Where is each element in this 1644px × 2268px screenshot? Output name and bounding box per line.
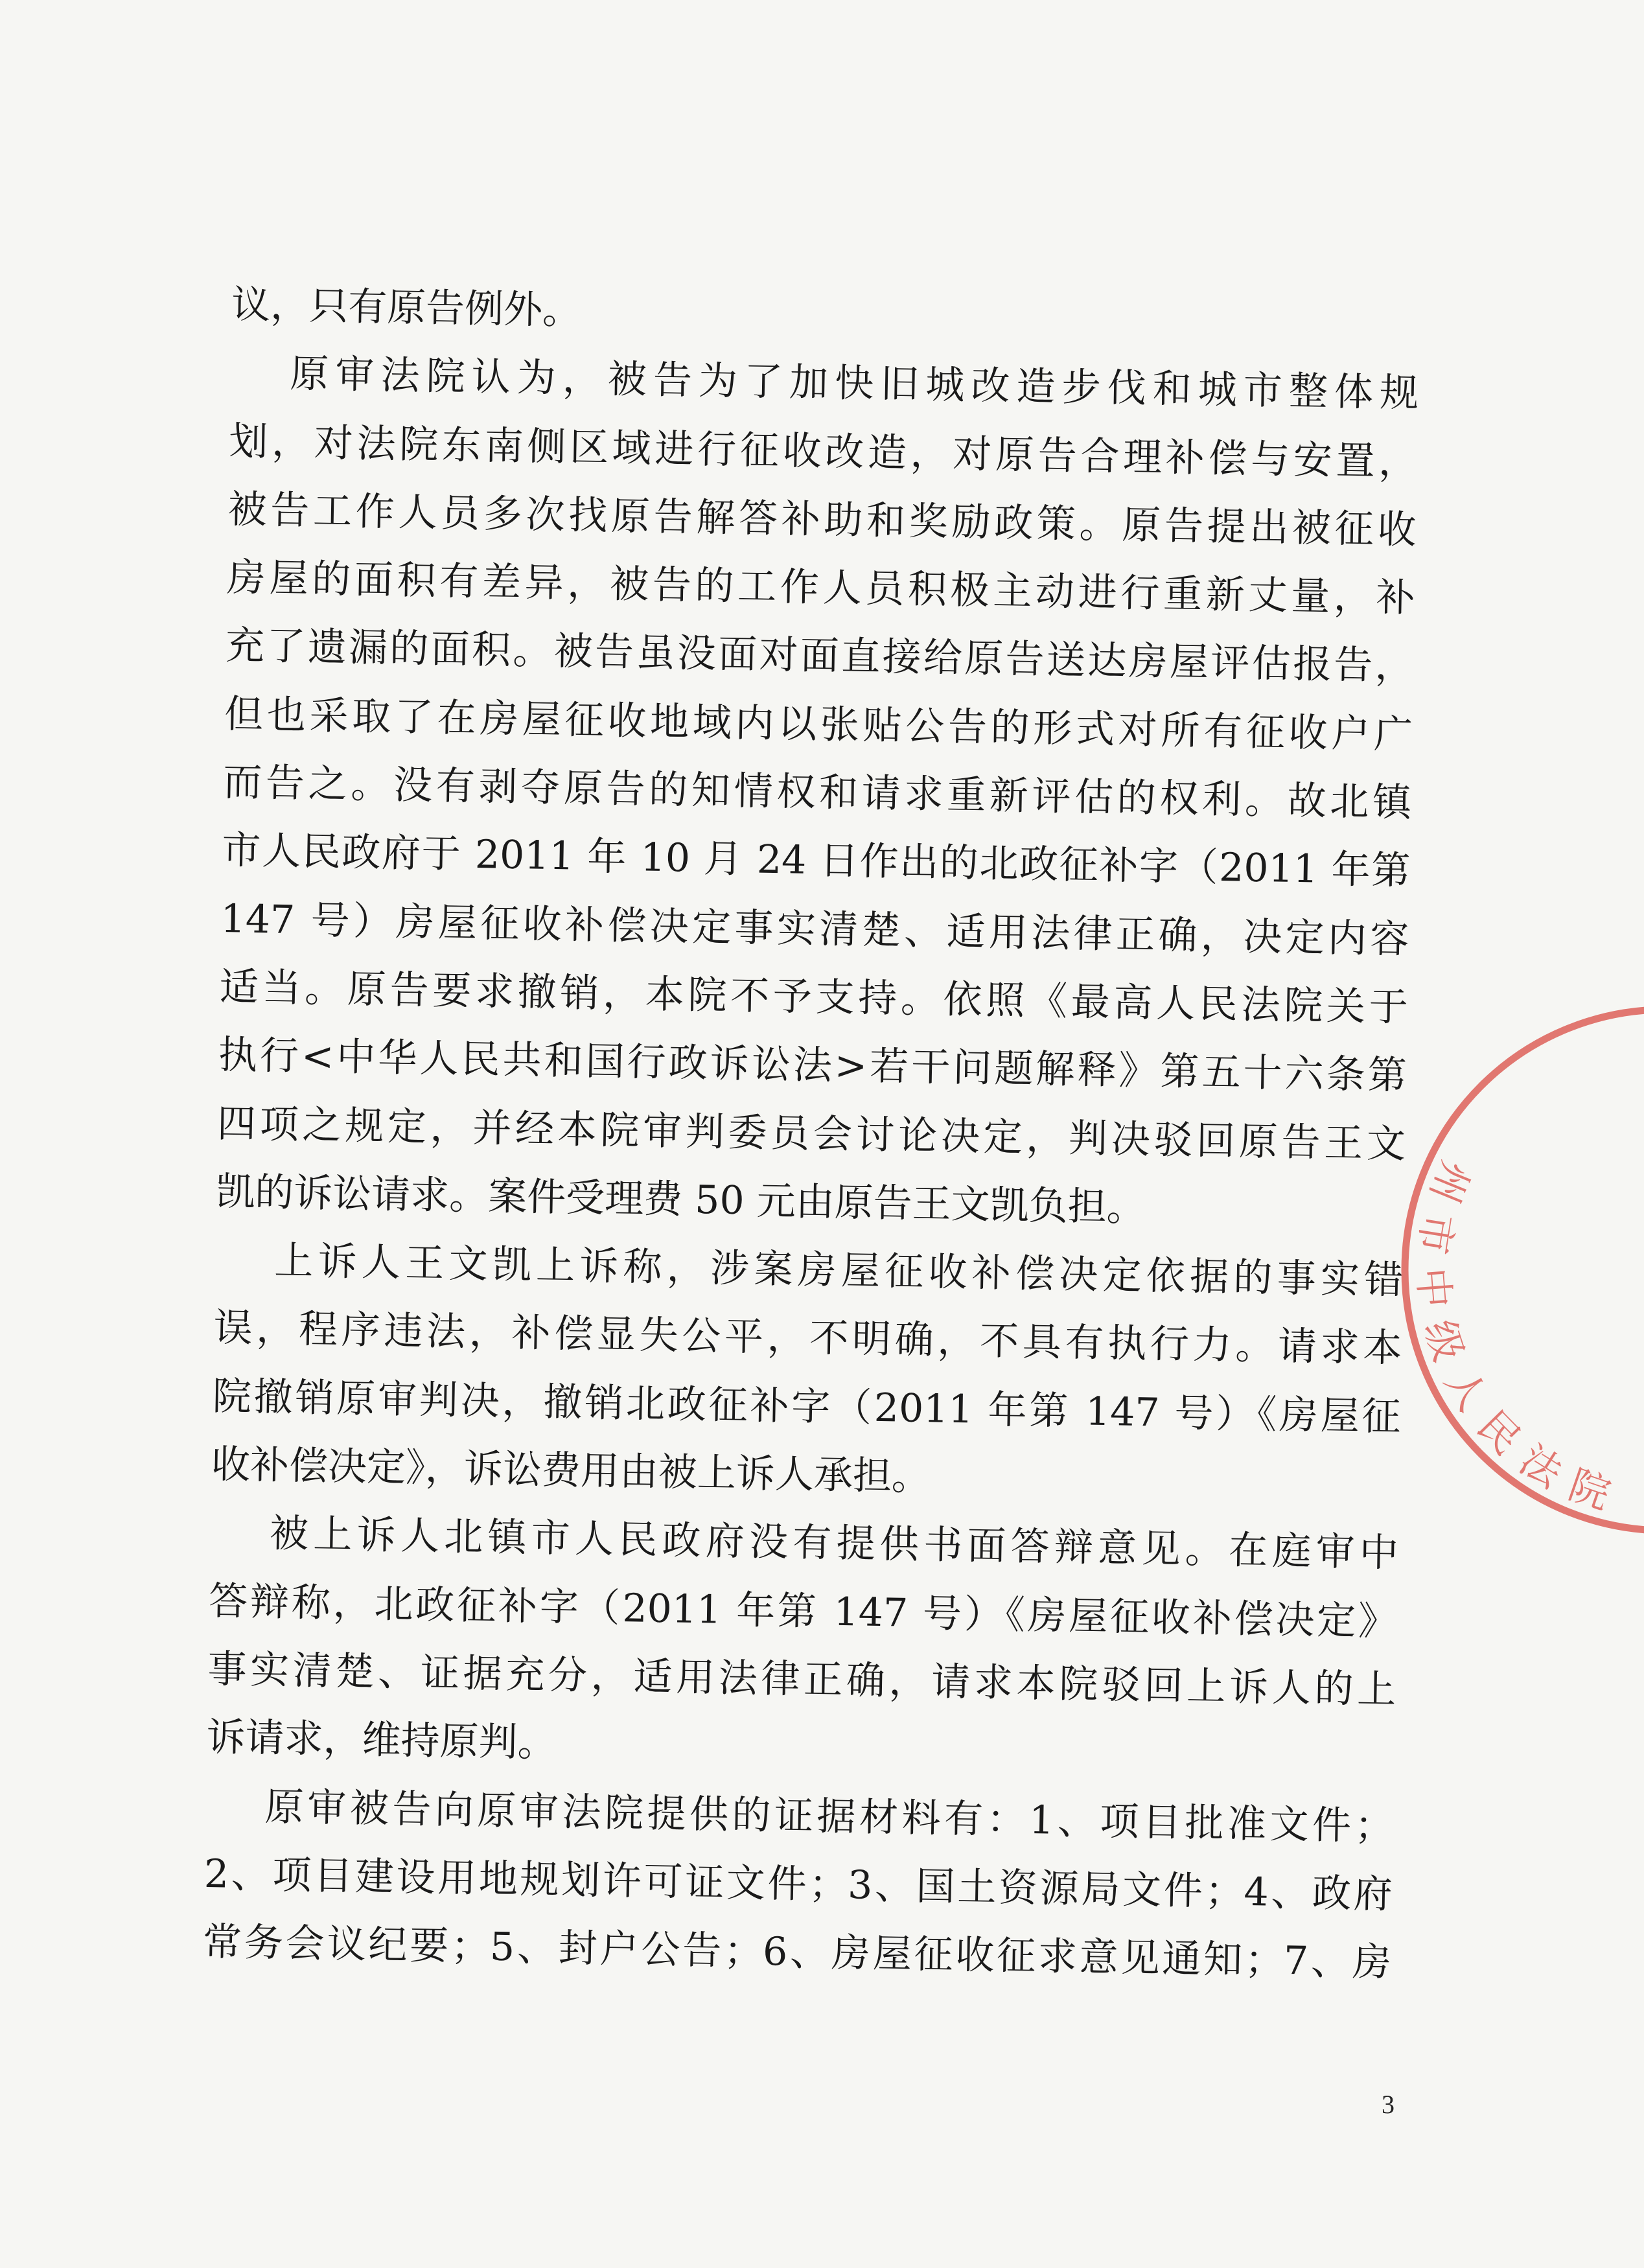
text-line: 但也采取了在房屋征收地域内以张贴公告的形式对所有征收户广 xyxy=(224,691,1413,758)
text-line: 被告工作人员多次找原告解答补助和奖励政策。原告提出被征收 xyxy=(227,487,1417,553)
text-line: 2、项目建设用地规划许可证文件；3、国土资源局文件；4、政府 xyxy=(203,1851,1393,1917)
text-line: 凯的诉讼请求。案件受理费 50 元由原告王文凯负担。 xyxy=(215,1168,1146,1231)
text-line: 市人民政府于 2011 年 10 月 24 日作出的北政征补字（2011 年第 xyxy=(221,827,1411,894)
text-line: 误，程序违法，补偿显失公平，不明确，不具有执行力。请求本 xyxy=(213,1305,1402,1372)
text-line: 适当。原告要求撤销，本院不予支持。依照《最高人民法院关于 xyxy=(219,964,1409,1030)
body-text xyxy=(202,271,1420,1997)
seal-ring xyxy=(1405,1010,1644,1531)
text-line: 被上诉人北镇市人民政府没有提供书面答辩意见。在庭审中 xyxy=(269,1510,1399,1577)
text-line: 147 号）房屋征收补偿决定事实清楚、适用法律正确，决定内容 xyxy=(220,896,1409,962)
text-line: 常务会议纪要；5、封户公告；6、房屋征收征求意见通知；7、房 xyxy=(202,1919,1392,1985)
paragraph-first-instance-ruling xyxy=(215,339,1419,1247)
text-line: 房屋的面积有差异，被告的工作人员积极主动进行重新丈量，补 xyxy=(226,555,1416,621)
text-line: 原审法院认为，被告为了加快旧城改造步伐和城市整体规 xyxy=(289,351,1419,417)
text-line: 上诉人王文凯上诉称，涉案房屋征收补偿决定依据的事实错 xyxy=(273,1238,1404,1304)
paragraph-evidence-list xyxy=(202,1772,1394,1997)
seal-text-path: 州市中级人民法院 xyxy=(1408,1154,1617,1519)
text-line: 事实清楚、证据充分，适用法律正确，请求本院驳回上诉人的上 xyxy=(207,1646,1396,1713)
text-line: 诉请求，维持原判。 xyxy=(206,1715,557,1766)
text-line: 而告之。没有剥夺原告的知情权和请求重新评估的权利。故北镇 xyxy=(222,759,1412,826)
text-line: 执行<中华人民共和国行政诉讼法>若干问题解释》第五十六条第 xyxy=(218,1032,1407,1099)
seal-text xyxy=(1409,1155,1617,1519)
paragraph-appellant-claim xyxy=(211,1226,1404,1520)
text-line: 四项之规定，并经本院审判委员会讨论决定，判决驳回原告王文 xyxy=(216,1100,1406,1167)
text-line: 充了遗漏的面积。被告虽没面对面直接给原告送达房屋评估报告， xyxy=(225,623,1415,689)
text-line: 答辩称，北政征补字（2011 年第 147 号）《房屋征收补偿决定》 xyxy=(208,1578,1398,1645)
text-line: 院撤销原审判决，撤销北政征补字（2011 年第 147 号）《房屋征 xyxy=(212,1373,1402,1440)
text-line: 原审被告向原审法院提供的证据材料有：1、项目批准文件； xyxy=(264,1783,1395,1849)
page-number: 3 xyxy=(1382,2090,1395,2119)
paragraph-appellee-reply xyxy=(206,1499,1399,1792)
text-line: 收补偿决定》，诉讼费用由被上诉人承担。 xyxy=(211,1441,931,1500)
text-line: 议，只有原告例外。 xyxy=(231,282,582,334)
text-line: 划，对法院东南侧区域进行征收改造，对原告合理补偿与安置， xyxy=(228,418,1418,485)
